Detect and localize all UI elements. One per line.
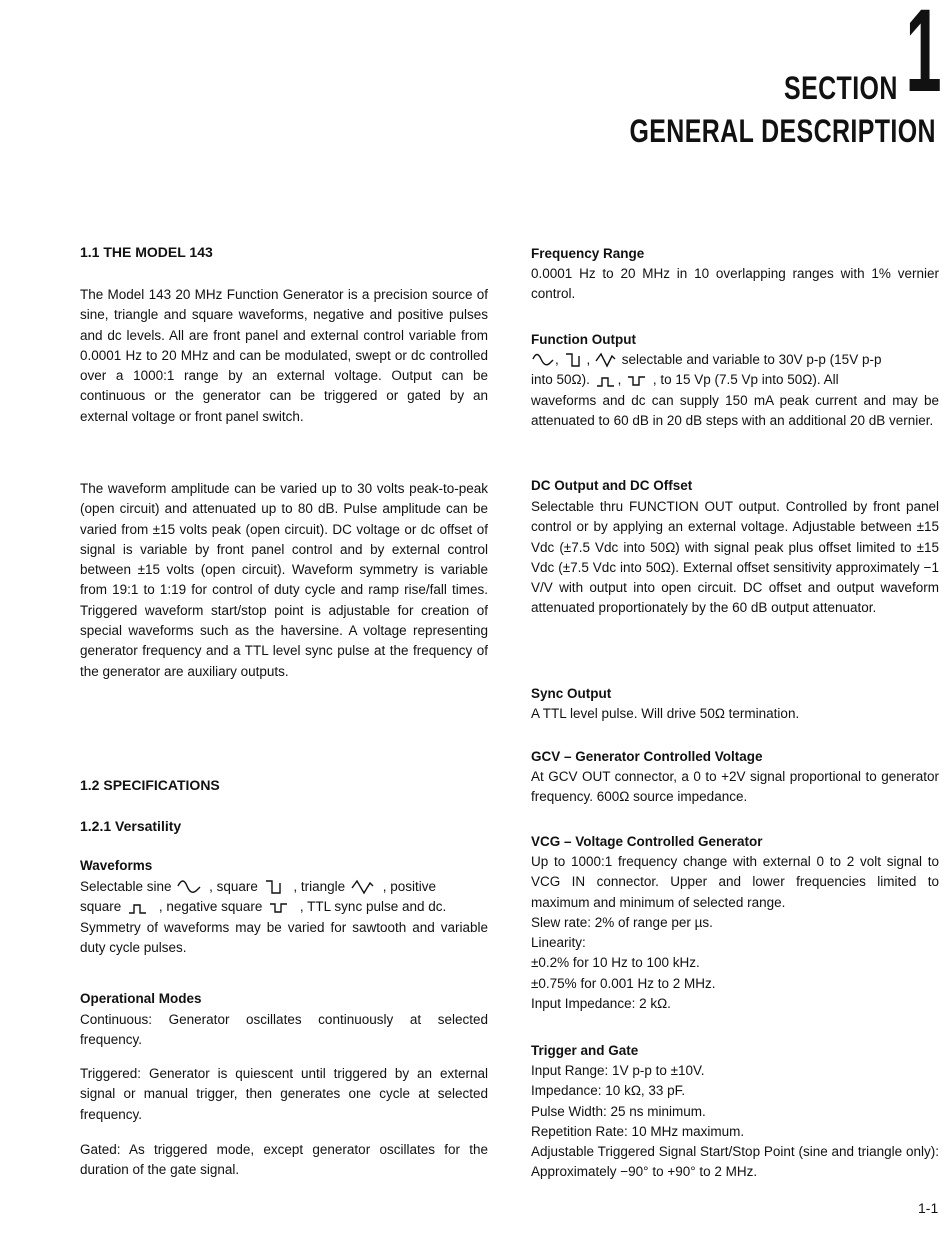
vcg-linearity-label: Linearity: (531, 935, 586, 951)
section-1-2-1-heading: 1.2.1 Versatility (80, 818, 182, 834)
trigger-start-stop: Adjustable Triggered Signal Start/Stop Point (sine and triangle only): Approximately −90° to +90° to 2 MHz. (531, 1144, 939, 1180)
vcg-heading: VCG – Voltage Controlled Generator (531, 834, 763, 849)
sync-output-text: A TTL level pulse. Will drive 50Ω termination. (531, 706, 800, 721)
waveforms-paragraph (80, 877, 488, 958)
model-143-paragraph-2: The waveform amplitude can be varied up to 30 volts peak-to-peak (open circuit) and attenuated up to 80 dB. Pulse amplitude can be varied from ±15 volts peak (open circuit). DC voltage or dc offset of signal is variable by front panel control and by external control between ±15 volts (open circuit). Waveform symmetry is variable from 19:1 to 1:19 for control of duty cycle and ramp rise/fall times. Triggered waveform start/stop point is adjustable for creation of special waveforms such as the haversine. A voltage representing generator frequency and a TTL level sync pulse at the frequency of the generator are auxiliary outputs. (80, 481, 488, 679)
trigger-repetition-rate: Repetition Rate: 10 MHz maximum. (531, 1123, 745, 1139)
waveforms-text-5: square (80, 899, 122, 915)
section-number: 1 (905, 0, 942, 117)
dc-output-text: Selectable thru FUNCTION OUT output. Controlled by front panel control or by applying an external voltage. Adjustable between ±15 Vdc (±7.5 Vdc into 50Ω) with signal peak plus offset limited to ±15 Vdc (±7.5 Vdc into 50Ω). External offset sensitivity approximately −1 V/V with output into open circuit. DC offset and output waveform attenuated proportionately by the 60 dB output attenuator. (531, 499, 939, 616)
square-wave-icon (262, 878, 290, 896)
sine-wave-icon (175, 878, 205, 896)
waveforms-text-2: , square (209, 879, 258, 894)
function-output-paragraph: , , selectable and variable to 30V p-p (15V p-p into 50Ω). , , to 15 Vp (7.5 Vp into 50Ω). All waveforms and dc can supply 150 mA peak current and may be attenuated to 60 dB in 20 dB steps with an additional 20 dB vernier. (531, 350, 939, 431)
waveforms-text-8: Symmetry of waveforms may be varied for sawtooth and variable duty cycle pulses. (80, 919, 488, 955)
operational-modes-heading: Operational Modes (80, 991, 202, 1006)
section-1-1-heading: 1.1 THE MODEL 143 (80, 244, 213, 260)
gated-mode-text: Gated: As triggered mode, except generator oscillates for the duration of the gate signal. (80, 1142, 488, 1178)
trigger-pulse-width: Pulse Width: 25 ns minimum. (531, 1103, 706, 1119)
positive-pulse-icon (125, 899, 155, 917)
vcg-text: Up to 1000:1 frequency change with external 0 to 2 volt signal to VCG IN connector. Upper and lower frequencies limited to maximum and minimum of selected range. (531, 854, 939, 910)
trigger-impedance: Impedance: 10 kΩ, 33 pF. (531, 1083, 686, 1099)
function-output-text-4: waveforms and dc can supply 150 mA peak current and may be attenuated to 60 dB in 20 dB steps with an additional 20 dB vernier. (531, 392, 939, 428)
vcg-input-impedance: Input Impedance: 2 kΩ. (531, 996, 671, 1012)
positive-pulse-icon (594, 372, 618, 390)
waveforms-text-3: , triangle (293, 879, 346, 894)
section-label: SECTION (784, 70, 898, 106)
frequency-range-heading: Frequency Range (531, 246, 645, 261)
function-output-text-1: selectable and variable to 30V p-p (15V p-p (621, 352, 882, 367)
vcg-slew-rate: Slew rate: 2% of range per µs. (531, 914, 713, 930)
negative-pulse-icon (625, 372, 649, 390)
trigger-gate-block (531, 1061, 939, 1183)
vcg-linearity-1: ±0.2% for 10 Hz to 100 kHz. (531, 955, 700, 971)
gcv-text: At GCV OUT connector, a 0 to +2V signal proportional to generator frequency. 600Ω source impedance. (531, 769, 939, 805)
trigger-input-range: Input Range: 1V p-p to ±10V. (531, 1063, 705, 1078)
trigger-gate-heading: Trigger and Gate (531, 1043, 639, 1058)
negative-pulse-icon (266, 899, 296, 917)
triangle-wave-icon (594, 351, 618, 369)
section-1-2-heading: 1.2 SPECIFICATIONS (80, 777, 220, 793)
sync-output-heading: Sync Output (531, 686, 612, 701)
waveforms-text-4: , positive (382, 879, 436, 894)
function-output-heading: Function Output (531, 332, 636, 347)
waveforms-text-1: Selectable sine (80, 879, 172, 894)
waveforms-text-7: , TTL sync pulse and dc. (299, 899, 447, 915)
function-output-text-2: into 50Ω). (531, 372, 590, 388)
model-143-paragraph-1: The Model 143 20 MHz Function Generator is a precision source of sine, triangle and square waveforms, negative and positive pulses and dc levels. All are front panel and external control variable from 0.0001 Hz to 20 MHz and can be modulated, swept or dc controlled over a 1000:1 range by an external voltage. Output can be continuous or the generator can be triggered or gated by an external voltage or front panel switch. (80, 287, 488, 424)
triangle-wave-icon (349, 878, 379, 896)
dc-output-heading: DC Output and DC Offset (531, 478, 693, 493)
waveforms-text-6: , negative square (158, 899, 263, 915)
triggered-mode-text: Triggered: Generator is quiescent until triggered by an external signal or manual trigger, then generates one cycle at selected frequency. (80, 1066, 488, 1122)
waveforms-heading: Waveforms (80, 858, 153, 873)
continuous-mode-text: Continuous: Generator oscillates continuously at selected frequency. (80, 1012, 488, 1048)
page-title: GENERAL DESCRIPTION (629, 113, 936, 149)
square-wave-icon (563, 351, 587, 369)
gcv-heading: GCV – Generator Controlled Voltage (531, 749, 763, 764)
frequency-range-text: 0.0001 Hz to 20 MHz in 10 overlapping ranges with 1% vernier control. (531, 266, 939, 302)
page-number: 1-1 (918, 1200, 939, 1216)
function-output-text-3: , to 15 Vp (7.5 Vp into 50Ω). All (652, 372, 839, 388)
vcg-block (531, 852, 939, 1014)
sine-wave-icon (531, 351, 555, 369)
vcg-linearity-2: ±0.75% for 0.001 Hz to 2 MHz. (531, 975, 716, 991)
